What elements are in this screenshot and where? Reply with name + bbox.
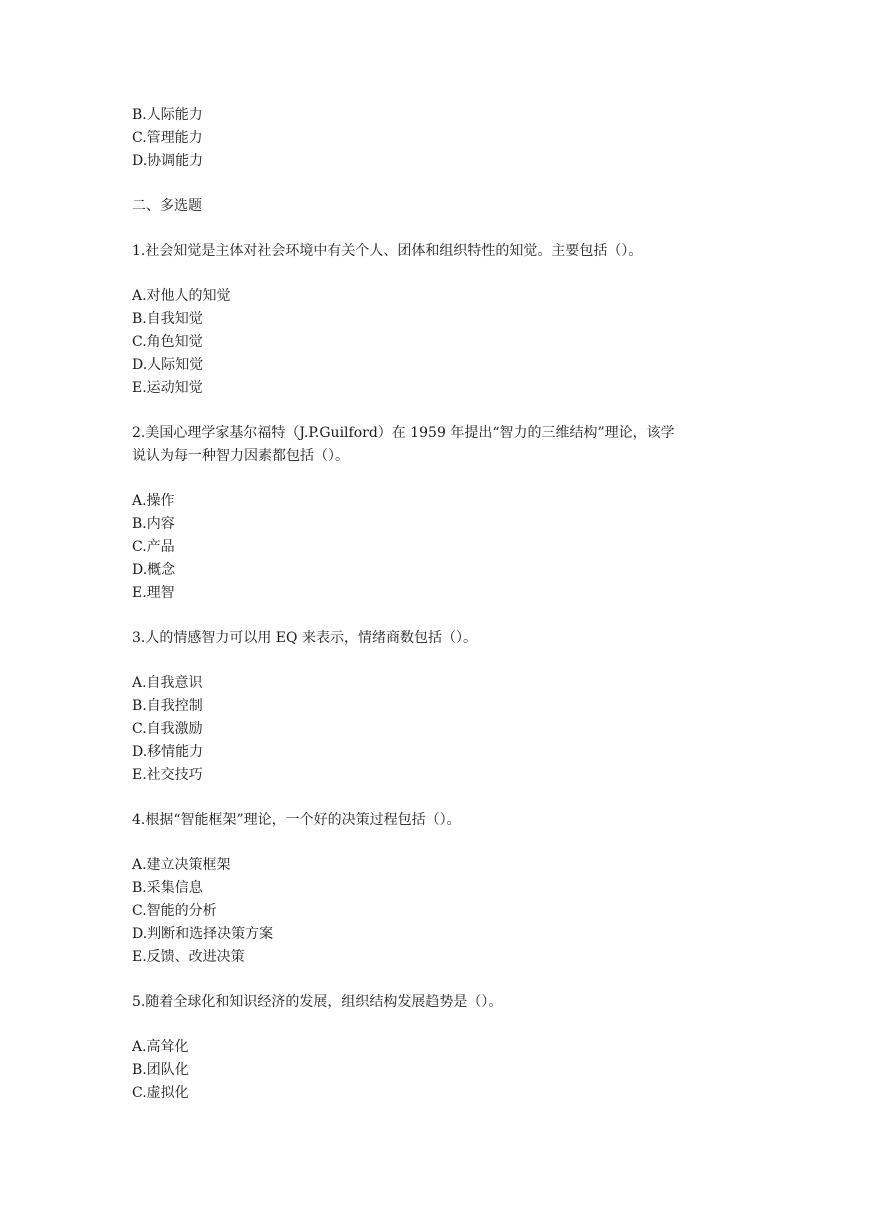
question-3 xyxy=(132,627,752,787)
option-item: C.管理能力 xyxy=(132,130,203,146)
question-2 xyxy=(132,422,752,605)
option-item: D.概念 xyxy=(132,562,176,578)
section-title: 二、多选题 xyxy=(132,198,202,214)
question-5 xyxy=(132,991,752,1105)
question-text-line-2: 说认为每一种智力因素都包括（）。 xyxy=(132,448,349,464)
option-item: B.内容 xyxy=(132,516,175,532)
option-item: B.自我控制 xyxy=(132,698,203,714)
option-item: C.智能的分析 xyxy=(132,903,217,919)
option-item: B.人际能力 xyxy=(132,107,203,123)
option-item: A.对他人的知觉 xyxy=(132,288,231,304)
question-text: 4.根据“智能框架”理论，一个好的决策过程包括（）。 xyxy=(132,812,461,828)
option-item: D.人际知觉 xyxy=(132,357,204,373)
option-item: E.运动知觉 xyxy=(132,380,203,396)
option-item: D.判断和选择决策方案 xyxy=(132,926,274,942)
option-item: C.虚拟化 xyxy=(132,1085,189,1101)
question-1 xyxy=(132,240,752,400)
option-item: C.自我激励 xyxy=(132,721,203,737)
option-item: B.团队化 xyxy=(132,1062,189,1078)
option-item: E.反馈、改进决策 xyxy=(132,949,245,965)
top-options-list xyxy=(132,104,752,173)
option-item: E.理智 xyxy=(132,585,175,601)
option-item: A.自我意识 xyxy=(132,675,203,691)
document-page xyxy=(132,104,752,1105)
option-item: D.协调能力 xyxy=(132,153,204,169)
question-text-line-1: 2.美国心理学家基尔福特（J.P.Guilford）在 1959 年提出“智力的三维结构”理论，该学 xyxy=(132,425,675,441)
question-text: 3.人的情感智力可以用 EQ 来表示，情绪商数包括（）。 xyxy=(132,630,477,646)
question-text: 5.随着全球化和知识经济的发展，组织结构发展趋势是（）。 xyxy=(132,994,503,1010)
question-4 xyxy=(132,809,752,969)
option-item: C.角色知觉 xyxy=(132,334,203,350)
option-item: A.建立决策框架 xyxy=(132,857,231,873)
option-item: B.采集信息 xyxy=(132,880,203,896)
option-item: A.高耸化 xyxy=(132,1039,189,1055)
option-item: D.移情能力 xyxy=(132,744,204,760)
question-text: 1.社会知觉是主体对社会环境中有关个人、团体和组织特性的知觉。主要包括（）。 xyxy=(132,243,643,259)
option-item: E.社交技巧 xyxy=(132,767,203,783)
option-item: B.自我知觉 xyxy=(132,311,203,327)
option-item: C.产品 xyxy=(132,539,175,555)
option-item: A.操作 xyxy=(132,493,175,509)
